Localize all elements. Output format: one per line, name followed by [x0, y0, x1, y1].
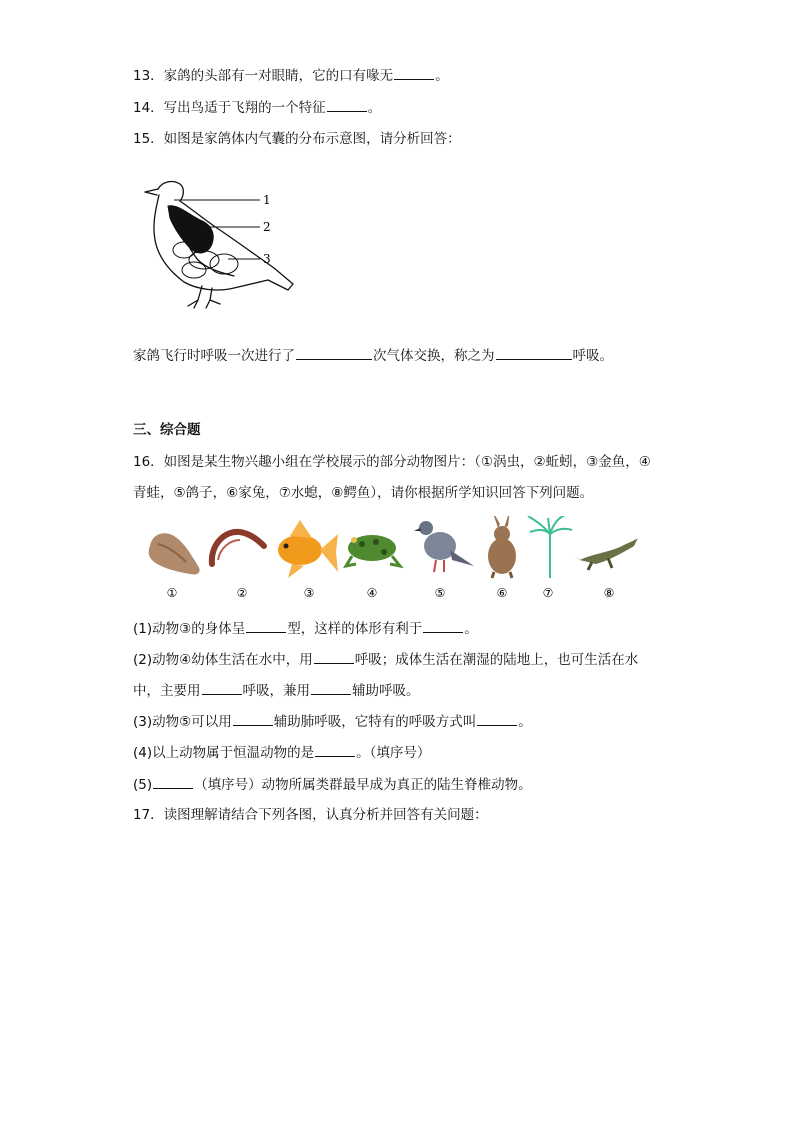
- pigeon-image: [414, 521, 474, 572]
- question-16-stem-line2: 青蛙，⑤鸽子，⑥家兔，⑦水螅，⑧鳄鱼），请你根据所学知识回答下列问题。: [133, 485, 594, 501]
- question-14: [133, 98, 381, 117]
- q16-p2-text: 辅助呼吸。: [352, 683, 420, 699]
- animal-number-7: ⑦: [542, 586, 554, 600]
- question-16-part-3: [133, 712, 532, 731]
- answer-blank[interactable]: [314, 650, 354, 664]
- crocodile-image: [574, 538, 638, 570]
- question-15-stem: 15．如图是家鸽体内气囊的分布示意图，请分析回答：: [133, 131, 461, 147]
- answer-blank[interactable]: [233, 712, 273, 726]
- animal-number-2: ②: [236, 586, 248, 600]
- answer-blank[interactable]: [327, 98, 367, 112]
- pigeon-outline: [145, 182, 293, 308]
- question-16-part-2-cont: [133, 681, 420, 700]
- q13-end: 。: [435, 68, 449, 84]
- frog-image: [346, 535, 400, 566]
- rabbit-image: [488, 516, 516, 578]
- q16-p5-text: （填序号）动物所属类群最早成为真正的陆生脊椎动物。: [194, 777, 532, 793]
- label-1: 1: [263, 193, 271, 207]
- q16-p5-text: (5): [133, 777, 153, 793]
- q16-p1-text: 。: [464, 621, 478, 637]
- answer-blank[interactable]: [496, 346, 572, 360]
- animal-number-3: ③: [303, 586, 315, 600]
- animal-number-4: ④: [366, 586, 378, 600]
- air-sacs: [168, 206, 238, 278]
- question-16-stem-line1: 16．如图是某生物兴趣小组在学校展示的部分动物图片：（①涡虫，②蚯蚓，③金鱼，④: [133, 454, 651, 470]
- question-16-part-4: [133, 743, 430, 762]
- q16-p4-text: 。（填序号）: [356, 745, 431, 761]
- q14-text: 14．写出鸟适于飞翔的一个特征: [133, 100, 326, 116]
- answer-blank[interactable]: [153, 775, 193, 789]
- flatworm-image: [149, 533, 200, 574]
- q16-p2-text: 呼吸，兼用: [242, 683, 310, 699]
- q16-p1-text: 型，这样的体形有利于: [287, 621, 423, 637]
- animal-number-5: ⑤: [434, 586, 446, 600]
- answer-blank[interactable]: [202, 681, 242, 695]
- animal-number-1: ①: [166, 586, 178, 600]
- section-title: 三、综合题: [133, 422, 201, 438]
- q16-p2-text: 呼吸；成体生活在潮湿的陆地上，也可生活在水: [354, 652, 639, 668]
- q16-p1-text: (1)动物③的身体呈: [133, 621, 246, 637]
- q15-answer-a: 家鸽飞行时呼吸一次进行了: [133, 348, 295, 364]
- label-2: 2: [263, 220, 271, 234]
- answer-blank[interactable]: [477, 712, 517, 726]
- q14-end: 。: [367, 100, 382, 116]
- q16-p2-text: 中，主要用: [133, 683, 201, 699]
- q16-p4-text: (4)以上动物属于恒温动物的是: [133, 745, 315, 761]
- q16-p3-text: 。: [518, 714, 532, 730]
- answer-blank[interactable]: [394, 66, 434, 80]
- q16-p2-text: (2)动物④幼体生活在水中，用: [133, 652, 313, 668]
- q13-text: 13．家鸽的头部有一对眼睛，它的口有喙无: [133, 68, 394, 84]
- animal-number-8: ⑧: [603, 586, 615, 600]
- answer-blank[interactable]: [423, 619, 463, 633]
- q16-p3-text: (3)动物⑤可以用: [133, 714, 232, 730]
- earthworm-image: [212, 532, 264, 564]
- question-17-stem: 17．读图理解请结合下列各图，认真分析并回答有关问题：: [133, 807, 488, 823]
- question-16-part-1: [133, 619, 478, 638]
- animal-number-6: ⑥: [496, 586, 508, 600]
- question-15-answer: [133, 346, 613, 365]
- q15-answer-b: 次气体交换，称之为: [373, 348, 495, 364]
- question-13: [133, 66, 449, 85]
- question-16-part-5: [133, 775, 532, 794]
- answer-blank[interactable]: [315, 743, 355, 757]
- q16-p3-text: 辅助肺呼吸，它特有的呼吸方式叫: [273, 714, 477, 730]
- pigeon-air-sac-diagram: [138, 172, 303, 317]
- answer-blank[interactable]: [246, 619, 286, 633]
- q15-answer-c: 呼吸。: [572, 348, 613, 364]
- hydra-image: [528, 516, 572, 578]
- goldfish-image: [278, 520, 338, 578]
- question-16-part-2: [133, 650, 638, 669]
- answer-blank[interactable]: [311, 681, 351, 695]
- animal-images: [140, 516, 640, 608]
- label-3: 3: [263, 252, 271, 266]
- answer-blank[interactable]: [296, 346, 372, 360]
